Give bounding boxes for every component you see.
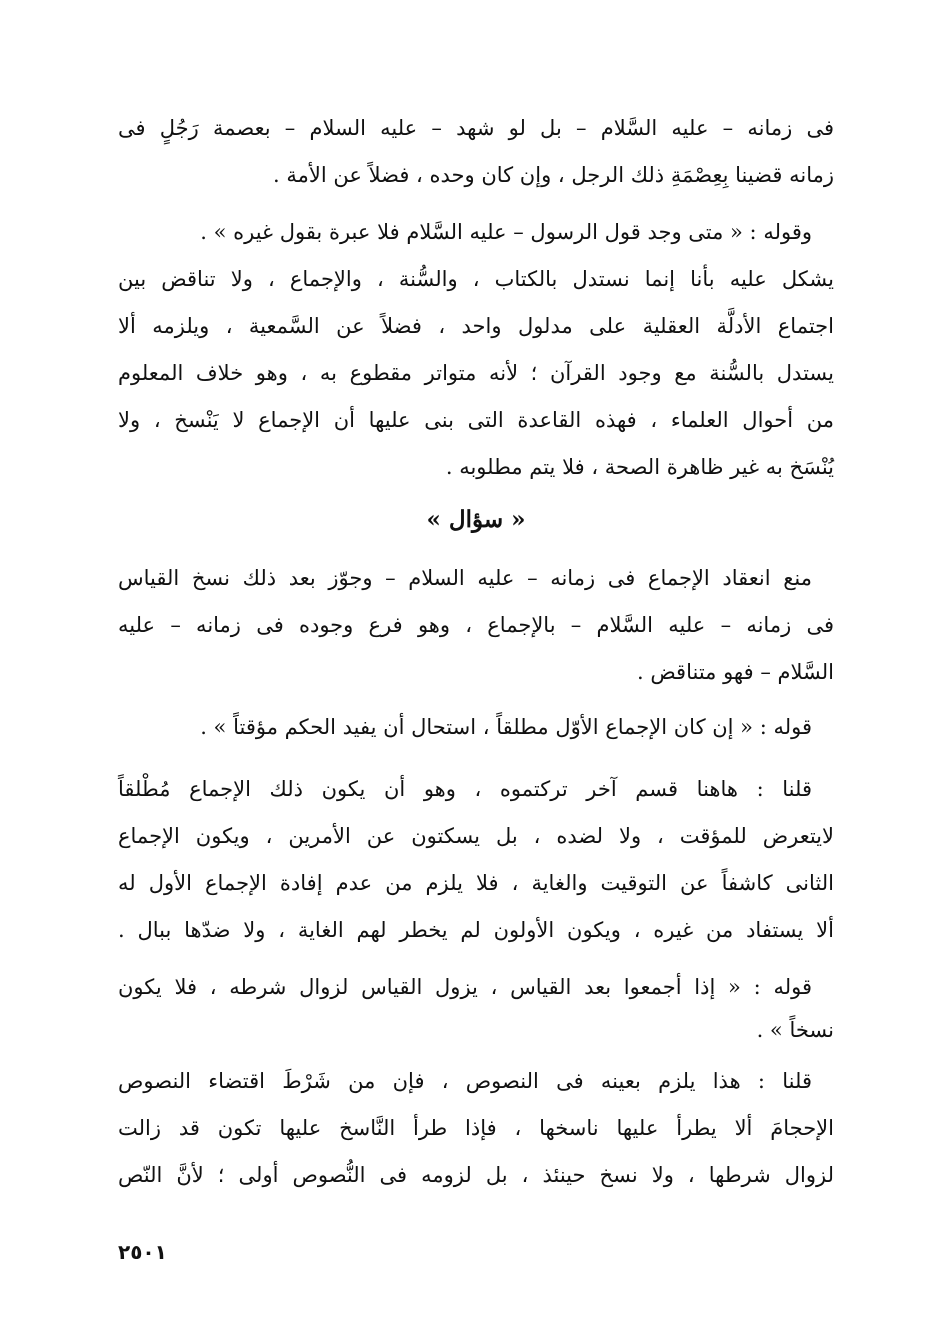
text-line: قوله : « إذا أجمعوا بعد القياس ، يزول القياس لزوال شرطه ، فلا يكون — [118, 975, 812, 999]
section-heading: « سؤال » — [426, 506, 526, 533]
text-line: قوله : « إن كان الإجماع الأوّل مطلقاً ، استحال أن يفيد الحكم مؤقتاً » . — [200, 715, 812, 739]
text-line: فى زمانه – عليه السَّلام – بالإجماع ، وهو فرع وجوده فى زمانه – عليه — [118, 613, 834, 637]
page-number: ٢٥٠١ — [118, 1240, 167, 1264]
text-line: السَّلام – فهو متناقض . — [636, 660, 834, 684]
text-line: منع انعقاد الإجماع فى زمانه – عليه السلام – وجوّز بعد ذلك نسخ القياس — [118, 566, 812, 590]
text-line: وقوله : « متى وجد قول الرسول – عليه السَّلام فلا عبرة بقول غيره » . — [200, 220, 812, 244]
text-line: ألا يستفاد من غيره ، ويكون الأولون لم يخطر لهم الغاية ، ولا ضدّها ببال . — [118, 918, 834, 942]
text-line: يُنْسَخ به غير ظاهرة الصحة ، فلا يتم مطلوبه . — [445, 455, 834, 479]
body-text — [118, 0, 834, 1339]
text-line: لايتعرض للمؤقت ، ولا لضده ، بل يسكتون عن الأمرين ، ويكون الإجماع — [118, 824, 834, 848]
text-line: نسخاً » . — [756, 1018, 834, 1042]
text-line: قلنا : هذا يلزم بعينه فى النصوص ، فإن من شَرْطَ اقتضاء النصوص — [118, 1069, 812, 1093]
text-line: زمانه قضينا بِعِصْمَةِ ذلك الرجل ، وإن كان وحده ، فضلاً عن الأمة . — [273, 163, 834, 187]
text-line: اجتماع الأدلَّة العقلية على مدلول واحد ، فضلاً عن السَّمعية ، ويلزمه ألا — [118, 314, 834, 338]
text-line: لزوال شرطها ، ولا نسخ حينئذ ، بل لزومه فى النُّصوص أولى ؛ لأنَّ النّص — [118, 1163, 834, 1187]
text-line: يستدل بالسُّنة مع وجود القرآن ؛ لأنه متواتر مقطوع به ، وهو خلاف المعلوم — [118, 361, 835, 385]
text-line: فى زمانه – عليه السَّلام – بل لو شهد – عليه السلام – بعصمة رَجُلٍ فى — [118, 116, 834, 140]
text-line: قلنا : هاهنا قسم آخر تركتموه ، وهو أن يكون ذلك الإجماع مُطْلقاً — [118, 777, 812, 801]
text-line: الثانى كاشفاً عن التوقيت والغاية ، فلا يلزم من عدم إفادة الإجماع الأول له — [118, 871, 834, 895]
text-line: يشكل عليه بأنا إنما نستدل بالكتاب ، والسُّنة ، والإجماع ، ولا تناقض بين — [118, 267, 834, 291]
text-line: من أحوال العلماء ، فهذه القاعدة التى بنى عليها أن الإجماع لا يَنْسخ ، ولا — [118, 408, 834, 432]
text-line: الإحجامَ ألا يطرأ عليها ناسخها ، فإذا طرأ النَّاسخ عليها تكون قد زالت — [118, 1116, 834, 1140]
